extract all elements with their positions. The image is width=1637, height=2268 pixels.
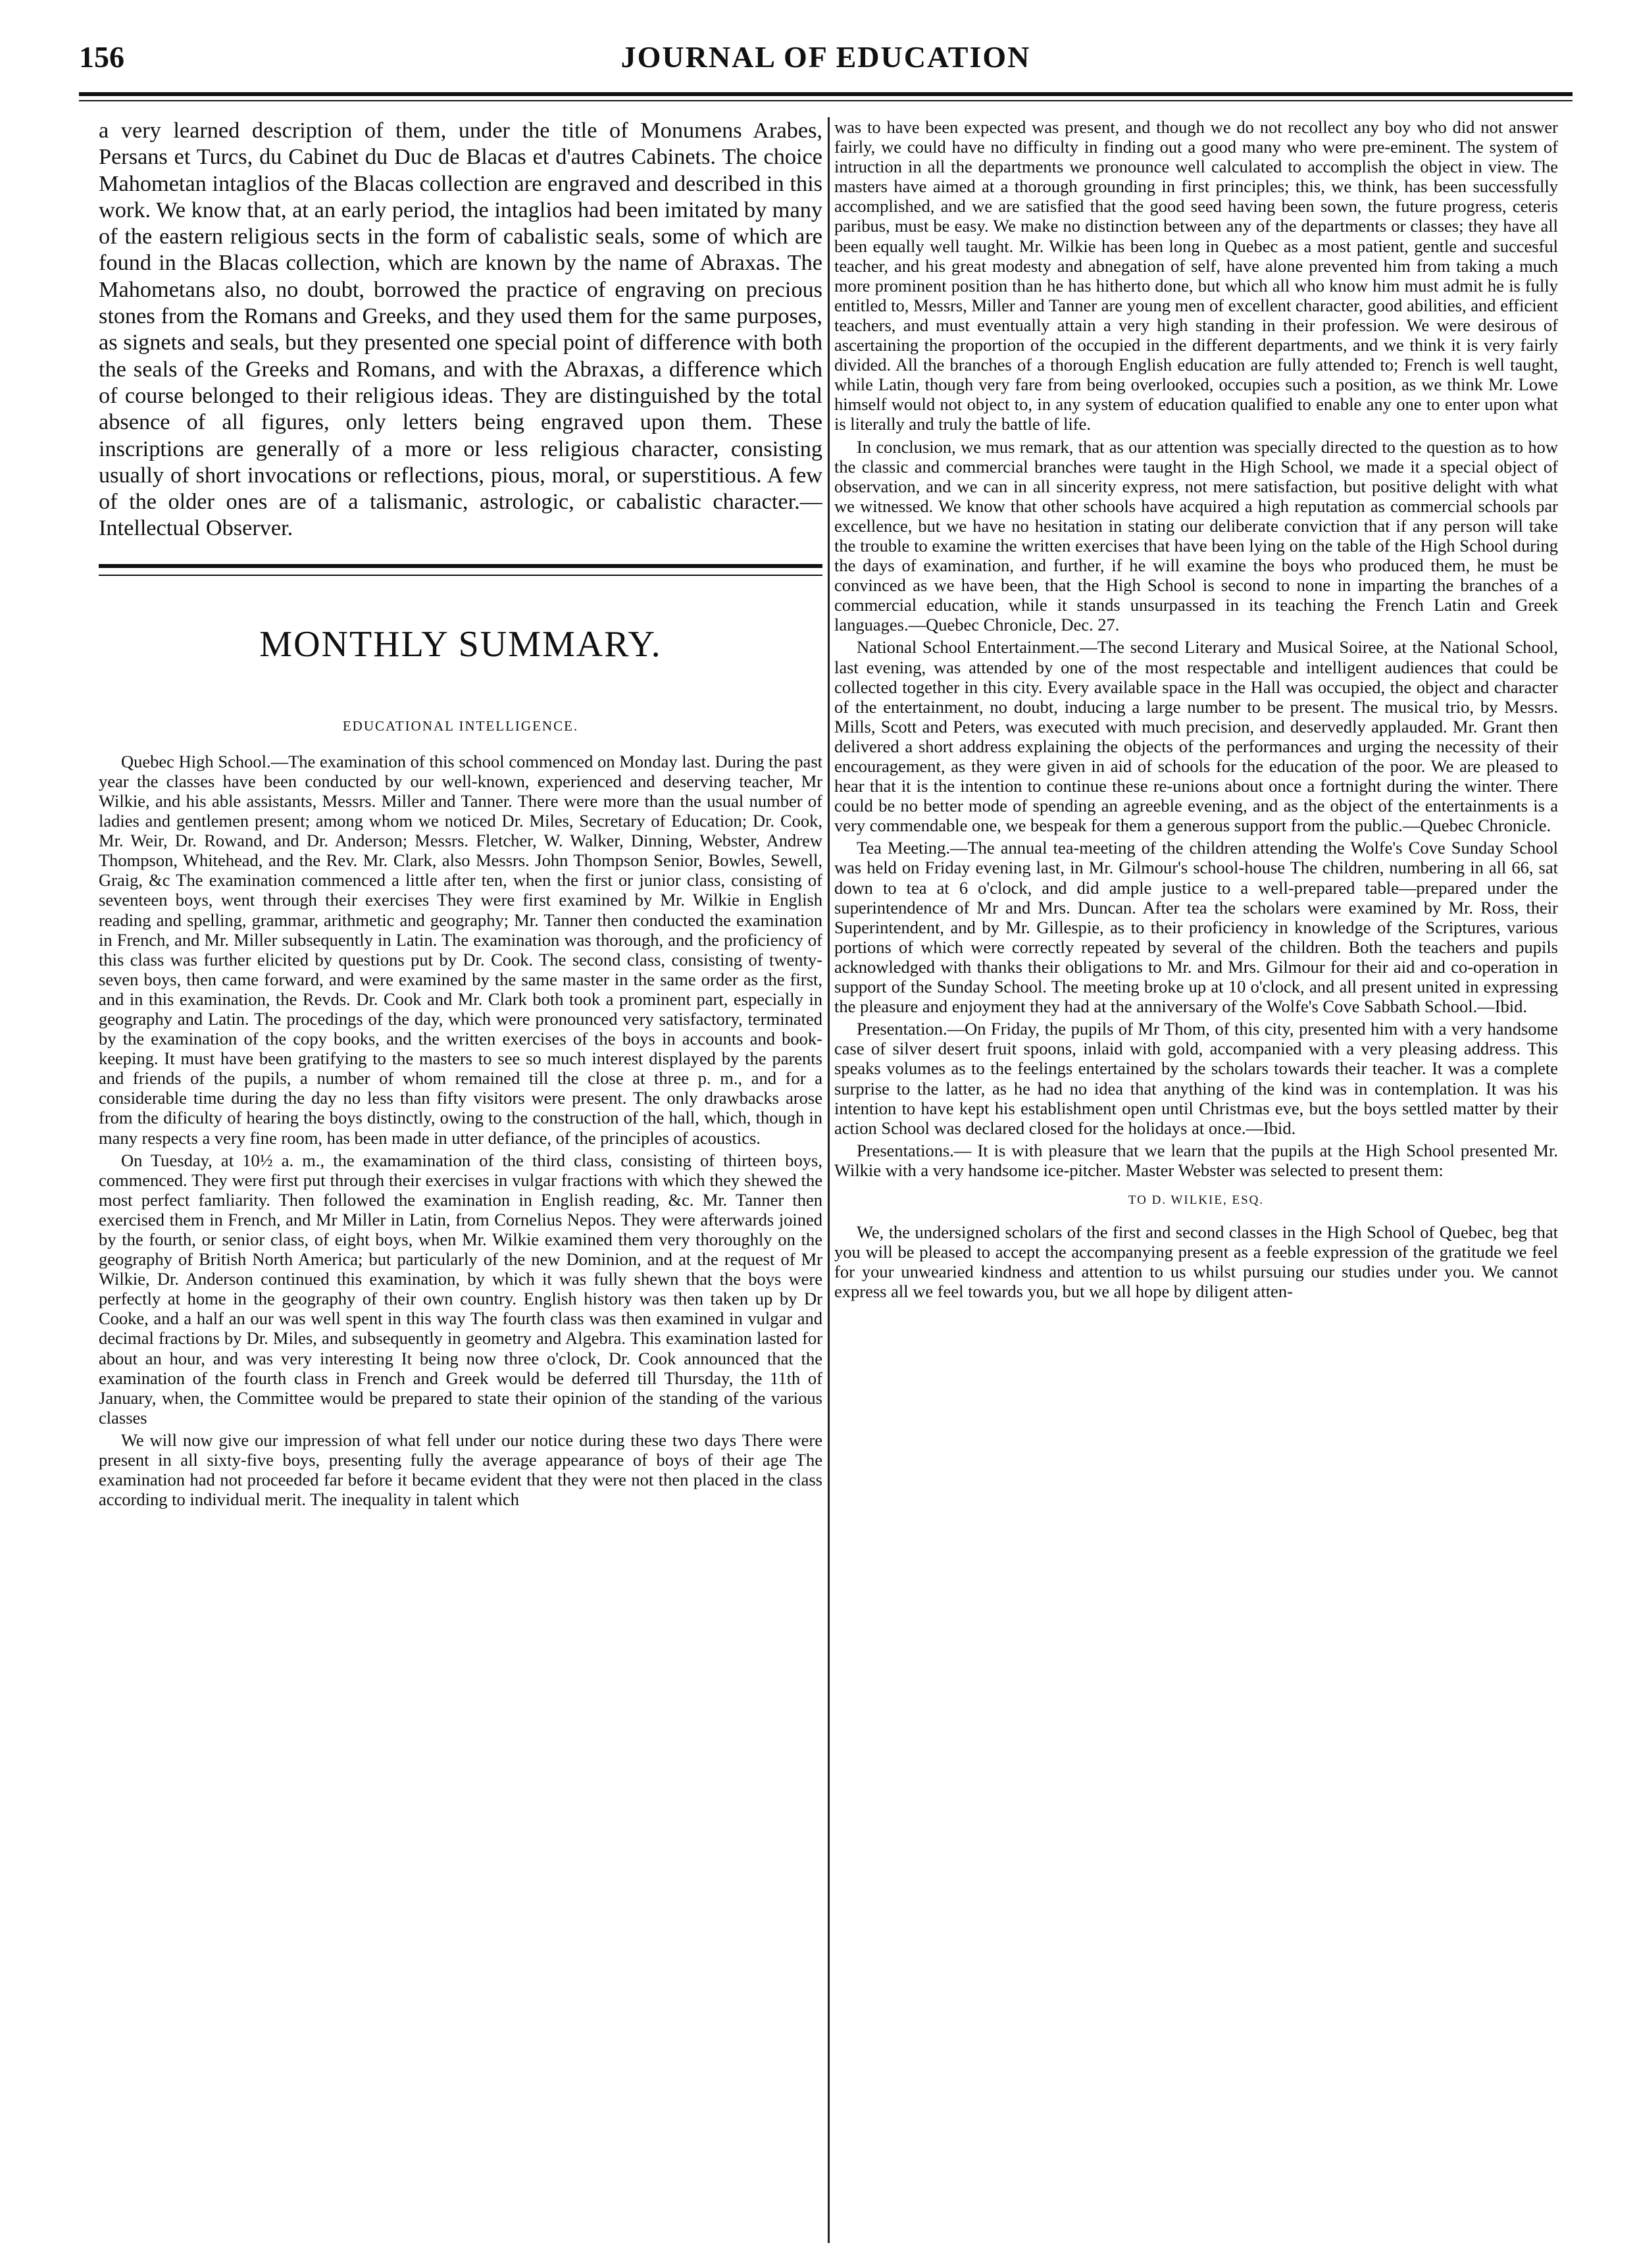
article-paragraph: On Tuesday, at 10½ a. m., the examamination of the third class, consisting of thirteen boys, commenced. They were first put through their exercises in vulgar fractions with which they shewed the most perfect famliarity. Then followed the examination in English reading, &c. Mr. Tanner then exercised them in French, and Mr Miller in Latin, from Cornelius Nepos. They were afterwards joined by the fourth, or senior class, of eight boys, when Mr. Wilkie examined them very thoroughly on the geography of British North America; but particularly of the new Dominion, and at the request of Mr Wilkie, Dr. Anderson continued this examination, by which it was fully shewn that the boys were perfectly at home in the geography of their own country. English history was then taken up by Dr Cooke, and a half an our was well spent in this way The fourth class was then examined in vulgar and decimal fractions by Dr. Miles, and subsequently in geometry and Algebra. This examination lasted for about an hour, and was very interesting It being now three o'clock, Dr. Cook announced that the examination of the fourth class in French and Greek would be deferred till Thursday, the 11th of January, when, the Committee would be prepared to state their opinion of the standing of the various classes: [99, 1150, 822, 1428]
article-paragraph: We, the undersigned scholars of the first and second classes in the High School of Quebec, beg that you will be pleased to accept the accompanying present as a feeble expression of the gratitude we feel for your unwearied kindness and attention to us whilst pursuing our studies under you. We cannot express all we feel towards you, but we all hope by diligent atten-: [834, 1222, 1558, 1302]
journal-title: JOURNAL OF EDUCATION: [620, 40, 1031, 74]
right-column: [834, 117, 1558, 2243]
page-number: 156: [79, 40, 124, 74]
header-rule-thin: [79, 100, 1573, 101]
left-column: [99, 117, 822, 2243]
header-rule-thick: [79, 92, 1573, 96]
article-paragraph: Presentations.— It is with pleasure that we learn that the pupils at the High School presented Mr. Wilkie with a very handsome ice-pitcher. Master Webster was selected to present them:: [834, 1140, 1558, 1180]
left-body: [99, 752, 822, 1510]
article-paragraph: Quebec High School.—The examination of this school commenced on Monday last. During the past year the classes have been conducted by our well-known, experienced and deserving teacher, Mr Wilkie, and his able assistants, Messrs. Miller and Tanner. There were more than the usual number of ladies and gentlemen present; among whom we noticed Dr. Miles, Secretary of Education; Dr. Cook, Mr. Weir, Dr. Rowand, and Dr. Anderson; Messrs. Fletcher, W. Walker, Dinning, Webster, Andrew Thompson, Whitehead, and the Rev. Mr. Clark, also Messrs. John Thompson Senior, Bowles, Sewell, Graig, &c The examination commenced a little after ten, when the first or junior class, consisting of seventeen boys, went through their exercises They were first examined by Mr. Wilkie in English reading and spelling, grammar, arithmetic and geography; Mr. Tanner then conducted the examination in French, and Mr. Miller subsequently in Latin. The examination was thorough, and the proficiency of this class was further elicited by questions put by Dr. Cook. The second class, consisting of twenty-seven boys, then came forward, and were examined by the same master in the same order as the first, and in this examination, the Revds. Dr. Cook and Mr. Clark both took a prominent part, especially in geography and Latin. The procedings of the day, which were pronounced very satisfactory, terminated by the examination of the copy books, and the written exercises of the boys in accounts and book-keeping. It must have been gratifying to the masters to see so much interest displayed by the parents and friends of the pupils, a number of whom remained till the close at three p. m., and for a considerable time during the day no less than fifty visitors were present. The only drawbacks arose from the dificulty of hearing the boys distinctly, owing to the construction of the hall, which, though in many respects a very fine room, has been made in utter defiance, of the principles of acoustics.: [99, 751, 822, 1148]
lead-article: [99, 117, 822, 542]
article-paragraph: was to have been expected was present, and though we do not recollect any boy who did not answer fairly, we could have no difficulty in finding out a good many who were pre-eminent. The system of intruction in all the departments we pronounce well calculated to accomplish the object in view. The masters have aimed at a thorough grounding in first principles; this, we think, has been successfully accomplished, and we are satisfied that the good seed having been sown, the future progress, ceteris paribus, must be easy. We make no distinction between any of the departments or classes; they have all been equally well taught. Mr. Wilkie has been long in Quebec as a most patient, gentle and succesful teacher, and his great modesty and abnegation of self, have alone prevented him from taking a much more prominent position than he has hitherto done, but which all who know him must admit he is fully entitled to, Messrs, Miller and Tanner are young men of excellent character, good abilities, and efficient teachers, and must eventually attain a very high standing in their profession. We were desirous of ascertaining the proportion of the occupied in the different departments, and we think it is very fairly divided. All the branches of a thorough English education are fully attended to; French is well taught, while Latin, though very fare from being overlooked, occupies such a position, as we think Mr. Lowe himself would not object to, in any system of education qualified to enable any one to enter upon what is literally and truly the battle of life.: [834, 117, 1558, 434]
article-paragraph: In conclusion, we mus remark, that as our attention was specially directed to the question as to how the classic and commercial branches were taught in the High School, we made it a special object of observation, and we can in all sincerity express, not mere satisfaction, but positive delight with what we witnessed. We know that other schools have acquired a high reputation as commercial schools par excellence, but we have no hesitation in stating our deliberate conviction that if any person will take the trouble to examine the written exercises that have been lying on the table of the High School during the days of examination, and further, if he will examine the boys who produced them, he must be convinced as we have been, that the High School is second to none in imparting the branches of a commercial education, while it stands unsurpassed in its teaching the French Latin and Greek languages.—Quebec Chronicle, Dec. 27.: [834, 436, 1558, 635]
subheading: EDUCATIONAL INTELLIGENCE.: [342, 717, 579, 734]
lead-paragraph: a very learned description of them, under the title of Monumens Arabes, Persans et Turcs, du Cabinet du Duc de Blacas et d'autres Cabinets. The choice Mahometan intaglios of the Blacas collection are engraved and described in this work. We know that, at an early period, the intaglios had been imitated by many of the eastern religious sects in the form of cabalistic seals, some of which are found in the Blacas collection, which are known by the name of Abraxas. The Mahometans also, no doubt, borrowed the practice of engraving on precious stones from the Romans and Greeks, and they used them for the same purposes, as signets and seals, but they presented one special point of difference with both the seals of the Greeks and Romans, and with the Abraxas, a difference which of course belonged to their religious ideas. They are distinguished by the total absence of all figures, only letters being engraved upon them. These inscriptions are generally of a more or less religious character, consisting usually of short invocations or reflections, pious, moral, or superstitious. A few of the older ones are of a talismanic, astrologic, or cabalistic character.—Intellectual Observer.: [99, 118, 822, 541]
article-paragraph: National School Entertainment.—The second Literary and Musical Soiree, at the National School, last evening, was attended by one of the most respectable and intelligent audiences that could be collected together in this city. Every available space in the Hall was occupied, the object and character of the entertainment, no doubt, inducing a large number to be present. The musical trio, by Messrs. Mills, Scott and Peters, was executed with much precision, and deservedly applauded. Mr. Grant then delivered a short address explaining the objects of the performances and urging the necessity of their encouragement, as they were given in aid of schools for the education of the poor. We are pleased to hear that it is the intention to continue these re-unions about once a fortnight during the winter. There could be no better mode of spending an agreeble evening, and as the object of the entertainments is a very commendable one, we bespeak for them a generous support from the public.—Quebec Chronicle.: [834, 637, 1558, 836]
letter-addressee: TO D. WILKIE, ESQ.: [1128, 1193, 1265, 1207]
article-paragraph: We will now give our impression of what fell under our notice during these two days There were present in all sixty-five boys, presenting fully the average appearance of boys of their age The examination had not proceeded far before it became evident that they were not then placed in the class according to individual merit. The inequality in talent which: [99, 1430, 822, 1510]
section-title: MONTHLY SUMMARY.: [259, 623, 662, 665]
section-divider: [99, 564, 822, 576]
column-divider: [828, 117, 830, 2243]
page-header: [79, 39, 1573, 86]
right-body: [834, 117, 1558, 1301]
article-paragraph: Presentation.—On Friday, the pupils of Mr Thom, of this city, presented him with a very handsome case of silver desert fruit spoons, inlaid with gold, accompanied with a very pleasing address. This speaks volumes as to the feelings entertained by the scholars towards their teacher. It was a complete surprise to the latter, as he had no idea that anything of the kind was in contemplation. It was his intention to have kept his establishment open until Christmas eve, but the boys settled matter by their action School was declared closed for the holidays at once.—Ibid.: [834, 1019, 1558, 1138]
article-paragraph: Tea Meeting.—The annual tea-meeting of the children attending the Wolfe's Cove Sunday School was held on Friday evening last, in Mr. Gilmour's school-house The children, numbering in all 66, sat down to tea at 6 o'clock, and did ample justice to a well-prepared table—prepared under the superintendence of Mr and Mrs. Duncan. After tea the scholars were examined by Mr. Ross, their Superintendent, and by Mr. Gillespie, as to their proficiency in knowledge of the Scriptures, various portions of which were correctly repeated by several of the children. Both the teachers and pupils acknowledged with thanks their obligations to Mr. and Mrs. Gilmour for their aid and co-operation in support of the Sunday School. The meeting broke up at 10 o'clock, and all present united in expressing the pleasure and enjoyment they had at the anniversary of the Wolfe's Cove Sabbath School.—Ibid.: [834, 838, 1558, 1017]
